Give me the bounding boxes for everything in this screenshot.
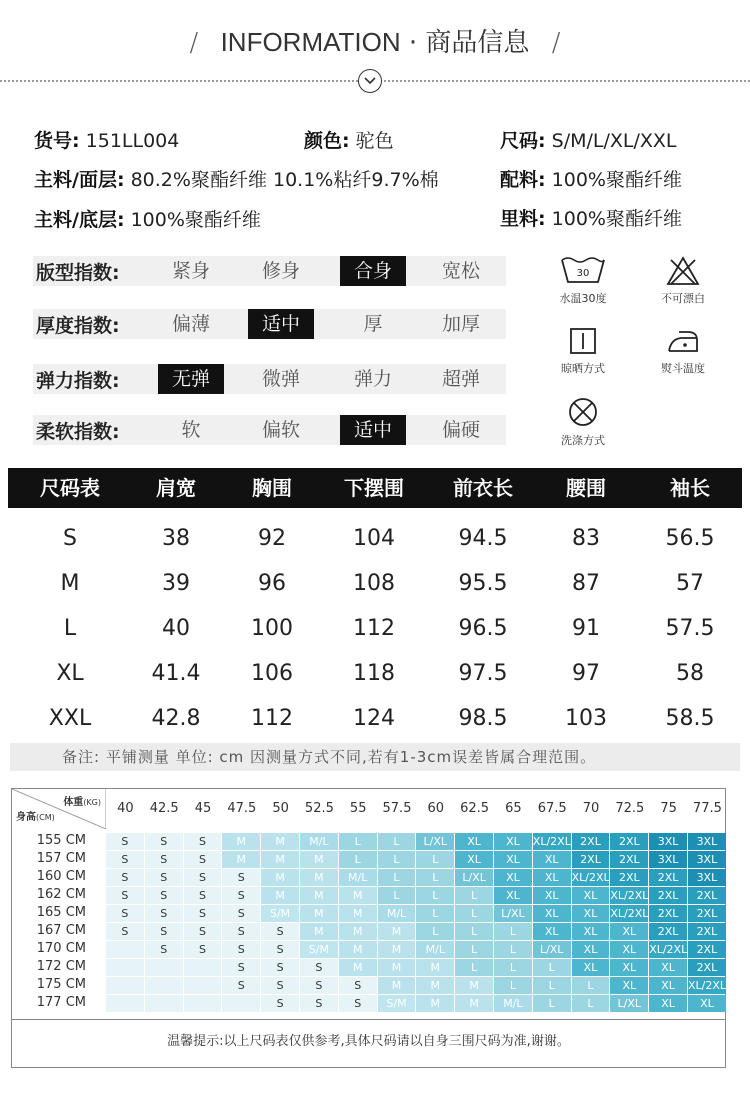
matrix-cell: S: [339, 995, 378, 1012]
matrix-cell: [145, 977, 184, 994]
care-wash-method: 洗涤方式: [547, 396, 619, 448]
item-sizes: 尺码: S/M/L/XL/XXL: [500, 130, 677, 152]
matrix-cell: S: [222, 959, 261, 976]
weight-header: 42.5: [149, 801, 179, 816]
matrix-cell: L/XL: [416, 833, 455, 850]
matrix-cell: 3XL: [688, 833, 727, 850]
matrix-cell: L: [378, 851, 417, 868]
size-table-cell: M: [60, 571, 80, 596]
page-header: [0, 22, 750, 72]
size-table-header-cell: 尺码表: [40, 476, 100, 500]
matrix-cell: XL/2XL: [571, 871, 610, 884]
item-color: 颜色: 驼色: [304, 130, 394, 152]
matrix-cell: XL: [494, 833, 533, 850]
matrix-cell: L: [533, 959, 572, 976]
weight-header: 65: [505, 801, 522, 816]
weight-header: 55: [349, 801, 367, 816]
height-header: 175 CM: [36, 977, 86, 992]
matrix-cell: S: [145, 851, 184, 868]
dry-icon: [568, 326, 598, 356]
matrix-cell: L: [572, 977, 611, 994]
matrix-cell: M/L: [494, 995, 533, 1012]
matrix-cell: M: [455, 977, 494, 994]
index-option: 偏软: [261, 419, 300, 441]
matrix-cell: L: [455, 959, 494, 976]
matrix-cell: 2XL: [688, 905, 727, 922]
size-table-header-cell: 前衣长: [453, 476, 513, 500]
size-table-cell: L: [63, 616, 77, 641]
size-table-cell: 118: [353, 661, 395, 686]
matrix-cell: [184, 959, 223, 976]
matrix-cell: S: [184, 941, 223, 958]
matrix-cell: L: [378, 833, 417, 850]
size-table-cell: 112: [251, 706, 293, 731]
matrix-cell: S: [106, 905, 145, 922]
height-header: 157 CM: [36, 851, 86, 866]
matrix-cell: L: [416, 887, 455, 904]
matrix-cell: S/M: [378, 995, 417, 1012]
matrix-cell: L/XL: [610, 995, 649, 1012]
weight-header: 72.5: [615, 801, 645, 816]
matrix-cell: [106, 977, 145, 994]
index-option: 微弹: [261, 368, 300, 390]
matrix-cell: M: [300, 851, 339, 868]
matrix-cell: S: [106, 923, 145, 940]
matrix-cell: M: [339, 959, 378, 976]
matrix-cell: S: [261, 941, 300, 958]
size-table-cell: XXL: [48, 706, 92, 731]
matrix-cell: S: [261, 923, 300, 940]
matrix-cell: L: [455, 923, 494, 940]
matrix-cell: 2XL: [610, 851, 649, 868]
matrix-cell: XL: [533, 923, 572, 940]
size-table-cell: 95.5: [458, 571, 508, 596]
index-option: 紧身: [171, 260, 210, 282]
matrix-cell: 2XL: [649, 923, 688, 940]
matrix-cell: S: [106, 869, 145, 886]
matrix-cell: S: [261, 959, 300, 976]
matrix-cell: M: [416, 977, 455, 994]
matrix-cell: M/L: [416, 941, 455, 958]
matrix-cell: L: [572, 995, 611, 1012]
index-option-selected: 适中: [248, 309, 314, 339]
matrix-cell: M: [378, 977, 417, 994]
care-dry: 晾晒方式: [547, 326, 619, 376]
size-table-header-cell: 袖长: [670, 476, 710, 500]
matrix-cell: 2XL: [572, 851, 611, 868]
matrix-cell: M/L: [300, 833, 339, 850]
matrix-cell: S: [339, 977, 378, 994]
index-option: 弹力: [353, 368, 392, 390]
matrix-cell: M: [300, 869, 339, 886]
matrix-cell: 3XL: [688, 851, 727, 868]
matrix-cell: L: [533, 995, 572, 1012]
care-no-bleach: 不可漂白: [647, 256, 719, 306]
weight-header: 57.5: [382, 801, 412, 816]
size-table-cell: 42.8: [151, 706, 201, 731]
matrix-cell: XL: [533, 851, 572, 868]
index-option: 超弹: [441, 368, 480, 390]
matrix-cell: S: [261, 995, 300, 1012]
weight-header: 40: [117, 801, 134, 816]
matrix-cell: XL: [610, 923, 649, 940]
weight-header: 52.5: [304, 801, 334, 816]
matrix-cell: S: [184, 869, 223, 886]
height-header: 165 CM: [36, 905, 86, 920]
size-table-cell: 96: [258, 571, 286, 596]
index-option-selected: 适中: [340, 415, 406, 445]
matrix-cell: 2XL: [610, 833, 649, 850]
matrix-cell: XL: [455, 851, 494, 868]
matrix-cell: S: [222, 869, 261, 886]
size-table-cell: 96.5: [458, 616, 508, 641]
matrix-cell: L/XL: [533, 941, 572, 958]
iron-icon: [666, 326, 700, 356]
weight-header: 77.5: [692, 801, 722, 816]
size-table-cell: 106: [251, 661, 293, 686]
matrix-cell: M: [300, 905, 339, 922]
matrix-cell: S: [184, 851, 223, 868]
matrix-cell: L: [339, 833, 378, 850]
height-axis-label: 身高(CM): [16, 812, 55, 823]
index-label: 柔软指数:: [36, 421, 120, 443]
matrix-cell: XL/2XL: [610, 907, 649, 920]
matrix-cell: S: [184, 905, 223, 922]
size-table-cell: 57.5: [665, 616, 715, 641]
matrix-cell: XL: [649, 959, 688, 976]
matrix-cell: S: [106, 833, 145, 850]
size-table-cell: 98.5: [458, 706, 508, 731]
matrix-corner: [12, 789, 106, 829]
matrix-cell: S: [300, 995, 339, 1012]
height-header: 162 CM: [36, 887, 86, 902]
height-header: 155 CM: [36, 833, 86, 848]
matrix-cell: L: [416, 923, 455, 940]
size-table-cell: 38: [162, 526, 190, 551]
matrix-cell: S: [222, 941, 261, 958]
index-option: 软: [181, 419, 201, 441]
matrix-cell: M: [416, 995, 455, 1012]
size-table-cell: 104: [353, 526, 395, 551]
matrix-cell: S/M: [300, 941, 339, 958]
main-bottom-material: 主料/底层: 100%聚酯纤维: [34, 209, 261, 231]
size-table-cell: 94.5: [458, 526, 508, 551]
matrix-cell: XL: [610, 977, 649, 994]
matrix-cell: L: [494, 941, 533, 958]
size-matrix: [11, 788, 726, 1020]
weight-header: 47.5: [227, 801, 257, 816]
matrix-cell: 2XL: [649, 905, 688, 922]
matrix-cell: L: [494, 923, 533, 940]
matrix-cell: M: [222, 833, 261, 850]
matrix-cell: S: [184, 923, 223, 940]
size-table-cell: 39: [162, 571, 190, 596]
size-table-cell: 103: [565, 706, 607, 731]
matrix-cell: S: [145, 923, 184, 940]
matrix-cell: 2XL: [572, 833, 611, 850]
matrix-cell: M: [300, 887, 339, 904]
matrix-cell: S: [184, 833, 223, 850]
no-wash-icon: [566, 396, 600, 428]
matrix-cell: S: [261, 977, 300, 994]
matrix-cell: S: [106, 887, 145, 904]
height-header: 167 CM: [36, 923, 86, 938]
matrix-cell: L/XL: [455, 869, 494, 886]
size-table-header-cell: 腰围: [566, 476, 606, 500]
header-title-en: INFORMATION: [220, 27, 401, 57]
matrix-cell: 2XL: [688, 941, 727, 958]
weight-header: 75: [660, 801, 677, 816]
matrix-cell: XL: [572, 941, 611, 958]
index-option: 加厚: [441, 313, 480, 335]
matrix-cell: XL: [533, 869, 572, 886]
matrix-cell: M: [339, 923, 378, 940]
size-table-cell: 41.4: [151, 661, 201, 686]
matrix-cell: XL/2XL: [688, 979, 727, 992]
weight-axis-label: 体重(KG): [63, 797, 101, 808]
matrix-cell: XL: [494, 887, 533, 904]
matrix-cell: [184, 995, 223, 1012]
matrix-cell: XL: [494, 869, 533, 886]
weight-header: 50: [272, 801, 289, 816]
matrix-cell: S: [145, 869, 184, 886]
weight-header: 62.5: [460, 801, 490, 816]
header-title-cn: 商品信息: [425, 28, 530, 58]
matrix-cell: XL: [688, 995, 727, 1012]
matrix-cell: XL: [610, 941, 649, 958]
matrix-cell: [184, 977, 223, 994]
matrix-cell: M: [378, 941, 417, 958]
accessory-material: 配料: 100%聚酯纤维: [500, 169, 682, 191]
size-note: 备注: 平铺测量 单位: cm 因测量方式不同,若有1-3cm误差皆属合理范围。: [10, 743, 740, 771]
matrix-cell: S: [222, 923, 261, 940]
height-header: 172 CM: [36, 959, 86, 974]
matrix-cell: L: [455, 887, 494, 904]
matrix-cell: L: [378, 887, 417, 904]
weight-header: 45: [194, 801, 212, 816]
size-table-cell: 58: [676, 661, 704, 686]
index-option-selected: 合身: [340, 256, 406, 286]
weight-header: 67.5: [537, 801, 567, 816]
matrix-cell: M/L: [339, 869, 378, 886]
matrix-cell: XL: [572, 923, 611, 940]
matrix-cell: [106, 995, 145, 1012]
size-table-cell: XL: [56, 661, 84, 686]
size-table-cell: 87: [572, 571, 600, 596]
matrix-cell: L/XL: [494, 905, 533, 922]
height-header: 177 CM: [36, 995, 86, 1010]
height-header: 160 CM: [36, 869, 86, 884]
size-table-cell: 108: [353, 571, 395, 596]
size-table-header-cell: 肩宽: [156, 476, 196, 500]
matrix-cell: L: [455, 941, 494, 958]
matrix-cell: XL: [572, 959, 611, 976]
size-table-cell: S: [63, 526, 77, 551]
matrix-cell: M: [416, 959, 455, 976]
matrix-cell: S: [222, 887, 261, 904]
matrix-cell: S: [300, 977, 339, 994]
matrix-cell: M: [261, 851, 300, 868]
matrix-cell: M: [378, 923, 417, 940]
main-outer-material: 主料/面层: 80.2%聚酯纤维 10.1%粘纤9.7%棉: [34, 169, 439, 191]
left-slash: /: [189, 28, 199, 58]
matrix-cell: [145, 995, 184, 1012]
size-table-header: [8, 468, 742, 508]
matrix-cell: M: [339, 941, 378, 958]
index-label: 弹力指数:: [36, 370, 120, 392]
matrix-cell: 3XL: [649, 833, 688, 850]
care-iron: 熨斗温度: [647, 326, 719, 376]
matrix-cell: L: [455, 905, 494, 922]
right-slash: /: [551, 28, 561, 58]
matrix-cell: XL: [533, 905, 572, 922]
index-option: 偏硬: [441, 419, 480, 441]
matrix-cell: S: [145, 941, 184, 958]
matrix-cell: S: [145, 887, 184, 904]
matrix-cell: M: [339, 905, 378, 922]
weight-header: 60: [427, 801, 445, 816]
lining-material: 里料: 100%聚酯纤维: [500, 208, 682, 230]
index-option: 偏薄: [171, 313, 210, 335]
size-table-cell: 97: [572, 661, 600, 686]
matrix-cell: 2XL: [649, 887, 688, 904]
size-table-cell: 100: [251, 616, 293, 641]
matrix-cell: XL/2XL: [610, 889, 649, 902]
matrix-cell: XL: [572, 887, 611, 904]
index-option: 厚: [363, 313, 383, 335]
index-option: 修身: [261, 260, 300, 282]
matrix-cell: 2XL: [649, 869, 688, 886]
size-table-cell: 58.5: [665, 706, 715, 731]
header-dot: ·: [408, 28, 418, 58]
size-table-cell: 112: [353, 616, 395, 641]
matrix-cell: [106, 941, 145, 958]
matrix-cell: M: [222, 851, 261, 868]
svg-text:30: 30: [576, 268, 590, 279]
matrix-cell: 2XL: [610, 869, 649, 886]
matrix-cell: 3XL: [688, 869, 727, 886]
matrix-cell: 2XL: [688, 887, 727, 904]
matrix-cell: XL: [494, 851, 533, 868]
matrix-cell: XL: [455, 833, 494, 850]
size-table-cell: 92: [258, 526, 286, 551]
index-label: 厚度指数:: [36, 315, 120, 337]
matrix-cell: M: [261, 833, 300, 850]
index-option: 宽松: [441, 260, 480, 282]
matrix-cell: [106, 959, 145, 976]
matrix-cell: M: [300, 923, 339, 940]
matrix-cell: M: [261, 887, 300, 904]
care-wash: 30 水温30度: [547, 256, 619, 306]
size-table-cell: 56.5: [665, 526, 715, 551]
wash-30-icon: [560, 256, 606, 286]
size-table-cell: 40: [162, 616, 190, 641]
matrix-cell: 3XL: [649, 851, 688, 868]
size-table-cell: 97.5: [458, 661, 508, 686]
matrix-cell: M/L: [378, 905, 417, 922]
chevron-down-icon: [358, 69, 382, 93]
no-bleach-icon: [666, 256, 700, 286]
matrix-cell: [145, 959, 184, 976]
matrix-cell: M: [378, 959, 417, 976]
matrix-cell: XL/2XL: [532, 835, 571, 848]
matrix-cell: 2XL: [688, 959, 727, 976]
index-option-selected: 无弹: [158, 364, 224, 394]
matrix-cell: S: [222, 977, 261, 994]
matrix-cell: S: [184, 887, 223, 904]
matrix-cell: S: [106, 851, 145, 868]
matrix-cell: S: [145, 905, 184, 922]
size-table-header-cell: 胸围: [252, 476, 292, 500]
matrix-cell: XL/2XL: [649, 943, 688, 956]
height-header: 170 CM: [36, 941, 86, 956]
matrix-cell: L: [494, 977, 533, 994]
size-table-header-cell: 下摆围: [344, 476, 404, 500]
matrix-cell: L: [416, 905, 455, 922]
matrix-cell: M: [261, 869, 300, 886]
size-table-cell: 83: [572, 526, 600, 551]
matrix-cell: [222, 995, 261, 1012]
matrix-cell: L: [533, 977, 572, 994]
matrix-cell: XL: [533, 887, 572, 904]
item-number: 货号: 151LL004: [34, 130, 180, 152]
weight-header: 70: [582, 801, 600, 816]
matrix-cell: L: [416, 851, 455, 868]
matrix-cell: 2XL: [688, 923, 727, 940]
matrix-footnote: 温馨提示:以上尺码表仅供参考,具体尺码请以自身三围尺码为准,谢谢。: [11, 1020, 726, 1068]
matrix-cell: S: [145, 833, 184, 850]
matrix-cell: XL: [572, 905, 611, 922]
matrix-cell: M: [455, 995, 494, 1012]
matrix-cell: XL: [649, 995, 688, 1012]
size-table-cell: 57: [676, 571, 704, 596]
matrix-cell: XL: [649, 977, 688, 994]
matrix-cell: S/M: [261, 905, 300, 922]
matrix-cell: L: [416, 869, 455, 886]
matrix-cell: L: [339, 851, 378, 868]
index-label: 版型指数:: [36, 262, 120, 284]
matrix-cell: L: [494, 959, 533, 976]
matrix-cell: M: [339, 887, 378, 904]
size-table-cell: 91: [572, 616, 600, 641]
matrix-cell: L: [378, 869, 417, 886]
matrix-cell: S: [222, 905, 261, 922]
matrix-cell: XL: [610, 959, 649, 976]
size-table-cell: 124: [353, 706, 395, 731]
matrix-cell: S: [300, 959, 339, 976]
